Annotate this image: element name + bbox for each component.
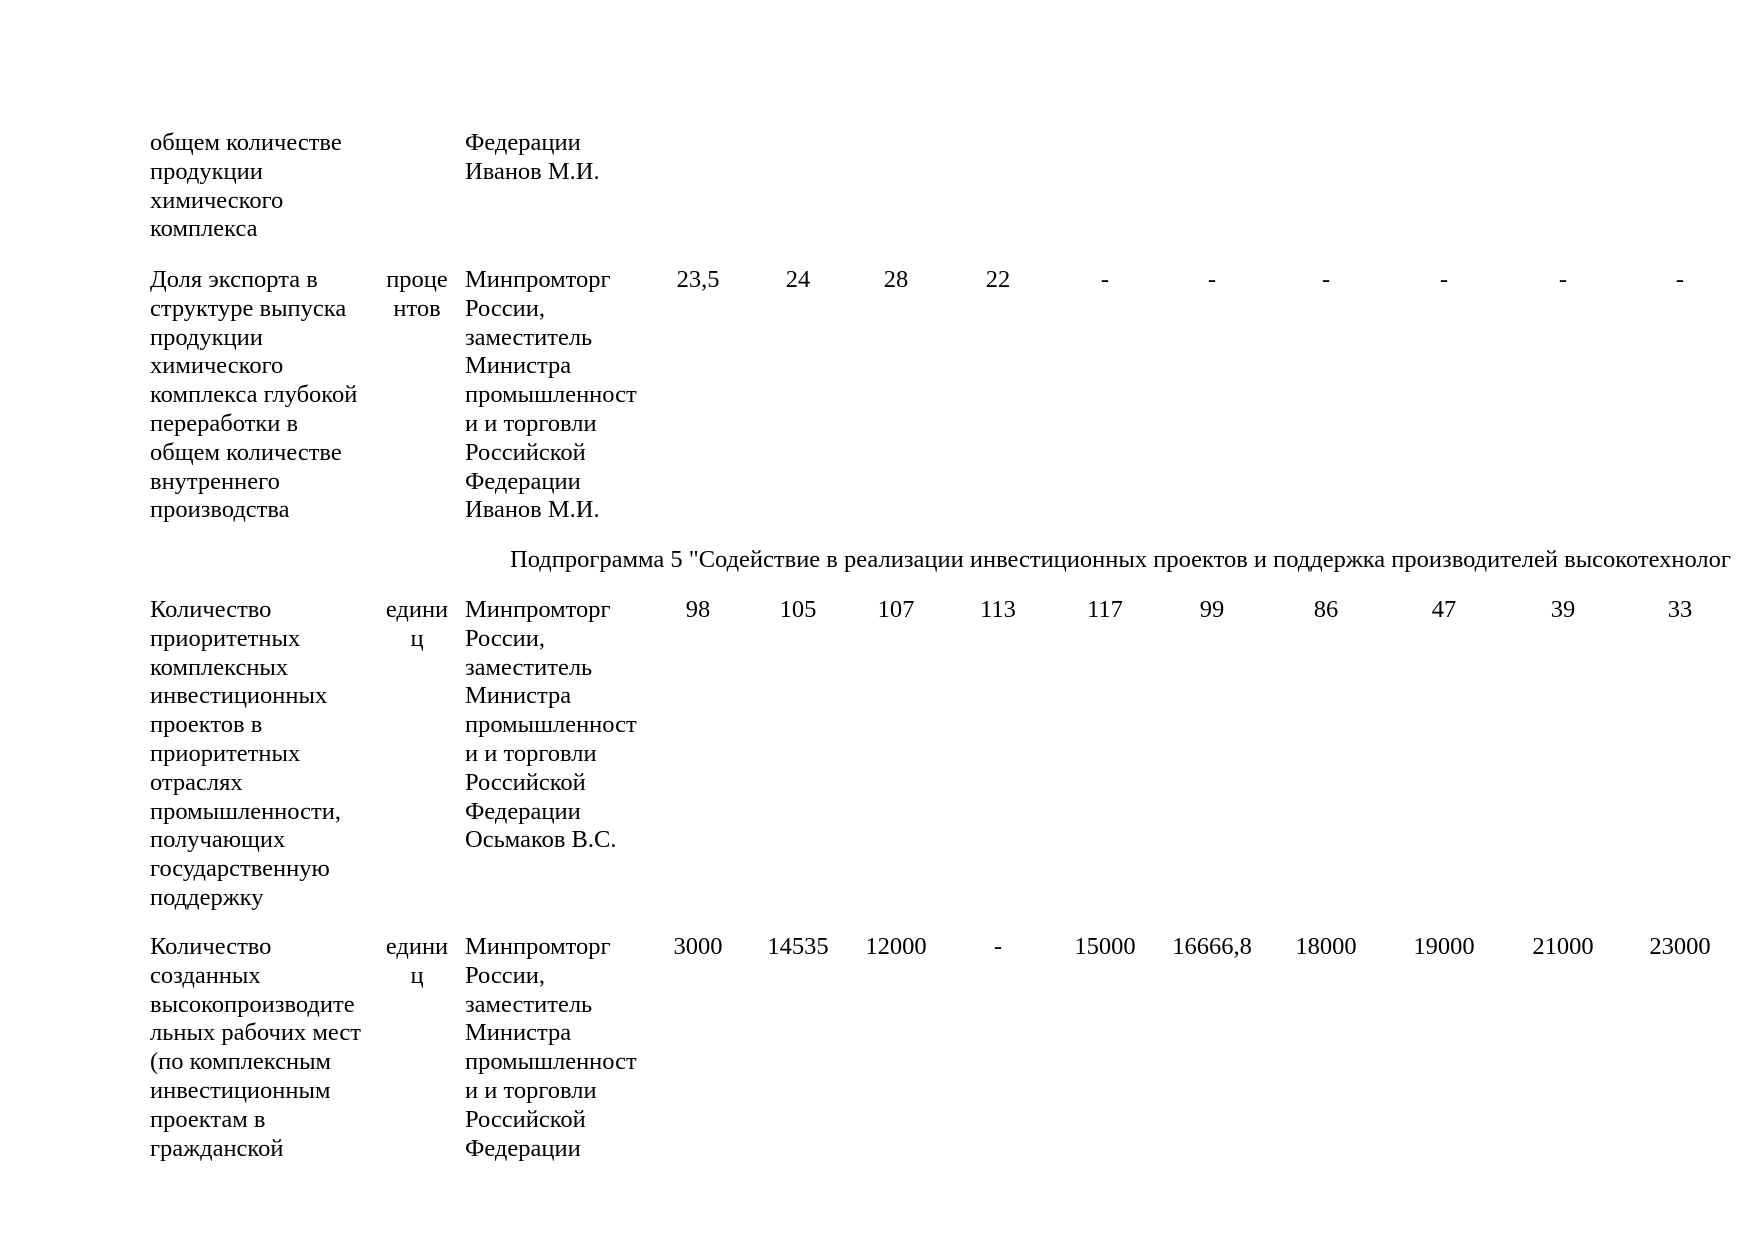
cell-line: России, — [465, 961, 545, 989]
cell-line: промышленност — [465, 1048, 637, 1076]
value-col-4: 22 — [985, 266, 1011, 293]
responsible-executor — [465, 596, 663, 855]
cell-line: России, — [465, 294, 545, 322]
cell-line: заместитель — [465, 653, 593, 681]
cell-line: инвестиционным — [150, 1076, 331, 1104]
responsible-executor — [465, 933, 663, 1163]
value-col-1: 23,5 — [676, 266, 720, 293]
indicator-name — [150, 596, 376, 913]
value-col-9: 39 — [1550, 596, 1576, 623]
cell-line: отраслях — [150, 768, 243, 796]
cell-line: Количество — [150, 596, 272, 623]
value-col-1: 3000 — [673, 933, 723, 960]
indicator-name — [150, 933, 376, 1163]
cell-line: общем количестве — [150, 438, 342, 466]
value-col-10: 33 — [1667, 596, 1693, 623]
cell-line: производства — [150, 496, 290, 524]
cell-line: и и торговли — [465, 1076, 597, 1104]
value-col-6: - — [1207, 266, 1217, 293]
cell-line: переработки в — [150, 409, 299, 437]
value-col-3: 107 — [877, 596, 915, 623]
cell-line: комплексных — [150, 653, 289, 681]
value-col-2: 14535 — [767, 933, 829, 960]
cell-line: проектам в — [150, 1105, 266, 1133]
cell-line: Федерации — [465, 467, 581, 495]
value-col-7: 86 — [1313, 596, 1339, 623]
unit-of-measure — [381, 933, 453, 991]
subprogram-heading — [0, 545, 1754, 579]
cell-line: ц — [410, 961, 424, 989]
value-col-5: 117 — [1087, 596, 1123, 623]
value-col-8: - — [1439, 266, 1449, 293]
value-col-7: - — [1321, 266, 1331, 293]
cell-line: Российской — [465, 768, 586, 796]
cell-line: Доля экспорта в — [150, 266, 318, 293]
value-col-2: 105 — [779, 596, 817, 623]
cell-line: Количество — [150, 933, 272, 960]
cell-line: получающих — [150, 826, 286, 854]
indicator-name — [150, 129, 376, 244]
cell-line: Министра — [465, 352, 572, 380]
value-col-10: 23000 — [1649, 933, 1711, 960]
unit-of-measure — [381, 266, 453, 324]
cell-line: промышленност — [465, 381, 637, 409]
value-col-3: 28 — [883, 266, 909, 293]
cell-line: промышленност — [465, 711, 637, 739]
cell-line: и и торговли — [465, 409, 597, 437]
cell-line: Федерации — [465, 1134, 581, 1162]
cell-line: общем количестве — [150, 129, 342, 156]
cell-line: Федерации — [465, 797, 581, 825]
cell-line: ц — [410, 624, 424, 652]
value-col-10: - — [1675, 266, 1685, 293]
cell-line: приоритетных — [150, 739, 301, 767]
value-col-8: 19000 — [1413, 933, 1475, 960]
cell-line: продукции — [150, 157, 263, 185]
responsible-executor — [465, 129, 663, 187]
cell-line: продукции — [150, 323, 263, 351]
cell-line: и и торговли — [465, 739, 597, 767]
cell-line: нтов — [393, 294, 441, 322]
cell-line: Минпромторг — [465, 933, 611, 960]
value-col-6: 99 — [1199, 596, 1225, 623]
value-col-3: 12000 — [865, 933, 927, 960]
value-col-7: 18000 — [1295, 933, 1357, 960]
cell-line: Министра — [465, 1019, 572, 1047]
unit-of-measure — [381, 596, 453, 654]
value-col-2: 24 — [785, 266, 811, 293]
responsible-executor — [465, 266, 663, 525]
value-col-6: 16666,8 — [1172, 933, 1252, 960]
cell-line: Минпромторг — [465, 596, 611, 623]
value-col-9: - — [1558, 266, 1568, 293]
value-col-4: - — [993, 933, 1003, 960]
value-col-9: 21000 — [1532, 933, 1594, 960]
value-col-4: 113 — [980, 596, 1016, 623]
cell-line: промышленности, — [150, 797, 341, 825]
cell-line: едини — [385, 933, 449, 960]
cell-line: Осьмаков В.С. — [465, 826, 617, 854]
cell-line: проектов в — [150, 711, 263, 739]
cell-line: структуре выпуска — [150, 294, 347, 322]
cell-line: России, — [465, 624, 545, 652]
value-col-5: - — [1100, 266, 1110, 293]
value-col-1: 98 — [685, 596, 711, 623]
value-col-8: 47 — [1431, 596, 1457, 623]
cell-line: химического — [150, 352, 284, 380]
cell-line: (по комплексным — [150, 1048, 332, 1076]
cell-line: заместитель — [465, 323, 593, 351]
cell-line: заместитель — [465, 990, 593, 1018]
cell-line: комплекса глубокой — [150, 381, 358, 409]
cell-line: проце — [386, 266, 448, 293]
indicator-name — [150, 266, 376, 525]
cell-line: Иванов М.И. — [465, 496, 600, 524]
cell-line: Минпромторг — [465, 266, 611, 293]
cell-line: Российской — [465, 438, 586, 466]
cell-line: поддержку — [150, 883, 264, 911]
cell-line: высокопроизводите — [150, 990, 355, 1018]
cell-line: Иванов М.И. — [465, 157, 600, 185]
cell-line: комплекса — [150, 215, 258, 243]
cell-line: государственную — [150, 855, 330, 883]
cell-line: Российской — [465, 1105, 586, 1133]
cell-line: Федерации — [465, 129, 581, 156]
cell-line: приоритетных — [150, 624, 301, 652]
cell-line: внутреннего — [150, 467, 280, 495]
cell-line: едини — [385, 596, 449, 623]
cell-line: Министра — [465, 682, 572, 710]
cell-line: гражданской — [150, 1134, 284, 1162]
value-col-5: 15000 — [1074, 933, 1136, 960]
cell-line: инвестиционных — [150, 682, 328, 710]
cell-line: созданных — [150, 961, 261, 989]
subprogram-title: Подпрограмма 5 "Содействие в реализации инвестиционных проектов и поддержка производителей высокотехнолог — [510, 546, 1731, 573]
cell-line: химического — [150, 186, 284, 214]
cell-line: льных рабочих мест — [150, 1019, 361, 1047]
